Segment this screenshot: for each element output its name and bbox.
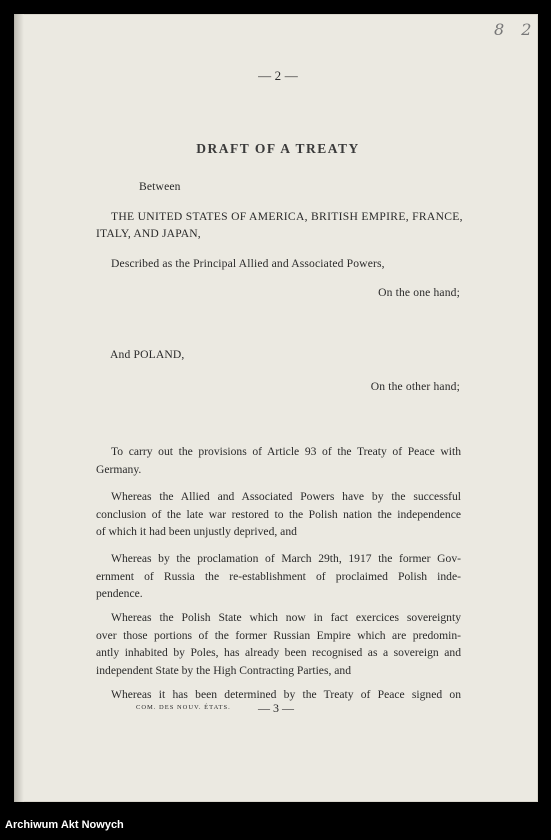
parties-line-1: THE UNITED STATES OF AMERICA, BRITISH EMPIRE, FRANCE, [111, 210, 463, 223]
paragraph-whereas-polish-state [96, 609, 461, 679]
paragraph-line: independent State by the High Contracting Parties, and [96, 663, 352, 677]
paragraph-line: To carry out the provisions of Article 93 of the Treaty of Peace with [111, 445, 461, 458]
paragraph-line: Whereas the Allied and Associated Powers have by the successful [111, 490, 461, 503]
paragraph-line: Whereas it has been determined by the Treaty of Peace signed on [111, 688, 461, 701]
document-title: DRAFT OF A TREATY [196, 141, 360, 156]
paragraph-line: of which it had been unjustly deprived, and [96, 525, 297, 538]
paragraph-line: conclusion of the late war restored to the Polish nation the independence [96, 507, 461, 521]
page-number-top: — 2 — [258, 68, 298, 83]
described-line: Described as the Principal Allied and Associated Powers, [111, 257, 385, 270]
paragraph-article-93 [96, 443, 461, 478]
marginal-handwritten-note: 8 2 [494, 20, 538, 39]
paragraph-line: antly inhabited by Poles, has already been recognised as a sovereign and [96, 646, 461, 659]
one-hand-line: On the one hand; [378, 286, 460, 299]
paragraph-line: ernment of Russia the re-establishment of proclaimed Polish inde- [96, 569, 461, 583]
paragraph-whereas-proclamation [96, 550, 461, 603]
archive-footer-bar [0, 812, 551, 840]
printer-footer-label: COM. DES NOUV. ÉTATS. [136, 704, 231, 711]
document-page [14, 14, 538, 802]
paragraph-line: Whereas the Polish State which now in fact exercices sovereignty [111, 611, 461, 624]
paragraph-whereas-allied [96, 488, 461, 541]
page-number-bottom: — 3 — [258, 701, 294, 715]
paragraph-line: Germany. [96, 462, 142, 476]
paragraph-line: pendence. [96, 587, 143, 600]
parties-line-2: ITALY, AND JAPAN, [96, 227, 201, 240]
page-edge-shadow [14, 14, 24, 802]
and-poland-line: And POLAND, [110, 348, 185, 361]
paragraph-line: Whereas by the proclamation of March 29th, 1917 the former Gov- [111, 552, 461, 565]
other-hand-line: On the other hand; [370, 380, 460, 393]
paragraph-line: over those portions of the former Russian Empire which are predomin- [96, 628, 461, 642]
between-label: Between [139, 180, 181, 193]
archive-label: Archiwum Akt Nowych [5, 819, 124, 831]
